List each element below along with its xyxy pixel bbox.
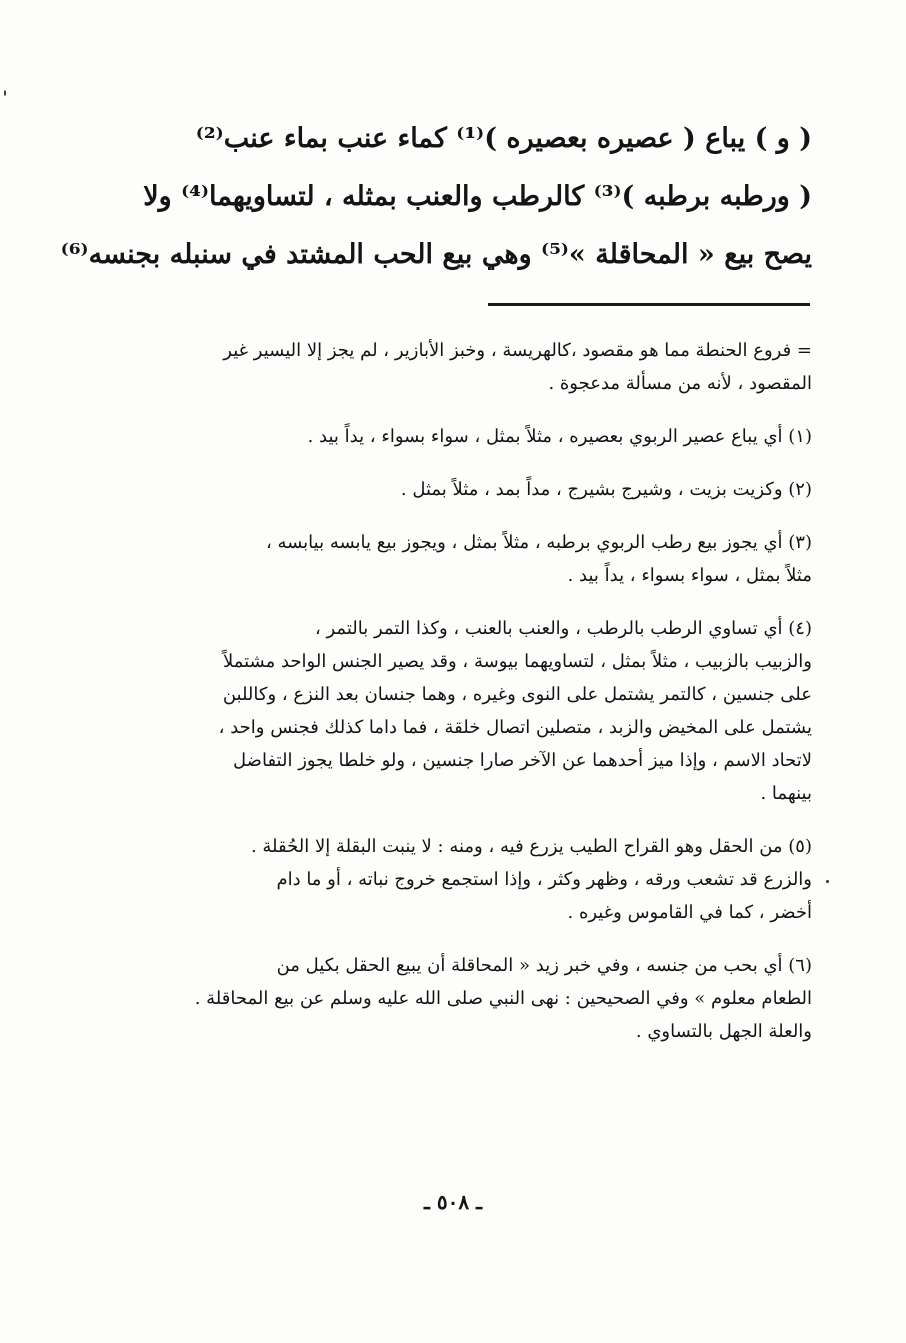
footnote-line: = فروع الحنطة مما هو مقصود ،كالهريسة ، وخبز الأبازير ، لم يجز إلا اليسير غير bbox=[223, 340, 812, 361]
footnote-line: (٢) وكزيت بزيت ، وشيرج بشيرج ، مداً بمد ، مثلاً بمثل . bbox=[400, 479, 812, 500]
footnote-3 bbox=[78, 526, 812, 592]
footnote-line: مثلاً بمثل ، سواء بسواء ، يداً بيد . bbox=[567, 565, 812, 586]
footnote-line: المقصود ، لأنه من مسألة مدعجوة . bbox=[548, 373, 812, 394]
footnote-line: يشتمل على المخيض والزبد ، متصلين اتصال خلقة ، فما داما كذلك فجنس واحد ، bbox=[218, 717, 812, 738]
footnote-continuation bbox=[78, 334, 812, 400]
footnote-line: (٤) أي تساوي الرطب بالرطب ، والعنب بالعنب ، وكذا التمر بالتمر ، bbox=[314, 618, 812, 639]
main-text-line: ( و ) يباع ( عصيره بعصيره )⁽¹⁾ كماء عنب بماء عنب⁽²⁾ bbox=[195, 123, 812, 154]
footnote-line: الطعام معلوم » وفي الصحيحين : نهى النبي صلى الله عليه وسلم عن بيع المحاقلة . bbox=[194, 988, 812, 1009]
main-text-line: ( ورطبه برطبه )⁽³⁾ كالرطب والعنب بمثله ، لتساويهما⁽⁴⁾ ولا bbox=[143, 181, 812, 212]
footnote-line: والعلة الجهل بالتساوي . bbox=[635, 1021, 812, 1042]
footnote-line: بينهما . bbox=[760, 783, 812, 804]
footnote-2 bbox=[78, 473, 812, 506]
footnote-line: (٥) من الحقل وهو القراح الطيب يزرع فيه ، ومنه : لا ينبت البقلة إلا الحُقلة . bbox=[250, 836, 812, 857]
footnotes-section bbox=[78, 334, 812, 1068]
footnote-5 bbox=[78, 830, 812, 929]
footnote-line: (٦) أي بحب من جنسه ، وفي خبر زيد « المحاقلة أن يبيع الحقل بكيل من bbox=[276, 955, 812, 976]
footnote-line: أخضر ، كما في القاموس وغيره . bbox=[567, 902, 812, 923]
footnote-6 bbox=[78, 949, 812, 1048]
footnote-line: لاتحاد الاسم ، وإذا ميز أحدهما عن الآخر صارا جنسين ، ولو خلطا يجوز التفاضل bbox=[233, 750, 812, 771]
footnote-divider bbox=[488, 303, 810, 306]
main-text-line: يصح بيع « المحاقلة »⁽⁵⁾ وهي بيع الحب المشتد في سنبله بجنسه⁽⁶⁾ bbox=[60, 239, 812, 270]
footnote-4 bbox=[78, 612, 812, 810]
footnote-line: والزرع قد تشعب ورقه ، وظهر وكثر ، وإذا استجمع خروج نباته ، أو ما دام bbox=[276, 869, 812, 890]
footnote-1 bbox=[78, 420, 812, 453]
scan-speck bbox=[4, 90, 6, 96]
footnote-line: (٣) أي يجوز بيع رطب الربوي برطبه ، مثلاً بمثل ، ويجوز بيع يابسه بيابسه ، bbox=[265, 532, 812, 553]
footnote-line: والزبيب بالزبيب ، مثلاً بمثل ، لتساويهما بيوسة ، وقد يصير الجنس الواحد مشتملاً bbox=[222, 651, 812, 672]
main-text-block bbox=[60, 110, 812, 284]
page-number: ـ ٥٠٨ ـ bbox=[424, 1190, 482, 1214]
footnote-line: (١) أي يباع عصير الربوي بعصيره ، مثلاً بمثل ، سواء بسواء ، يداً بيد . bbox=[307, 426, 812, 447]
footnote-line: على جنسين ، كالتمر يشتمل على النوى وغيره ، وهما جنسان بعد النزع ، وكاللبن bbox=[222, 684, 812, 705]
scan-speck bbox=[826, 880, 829, 883]
